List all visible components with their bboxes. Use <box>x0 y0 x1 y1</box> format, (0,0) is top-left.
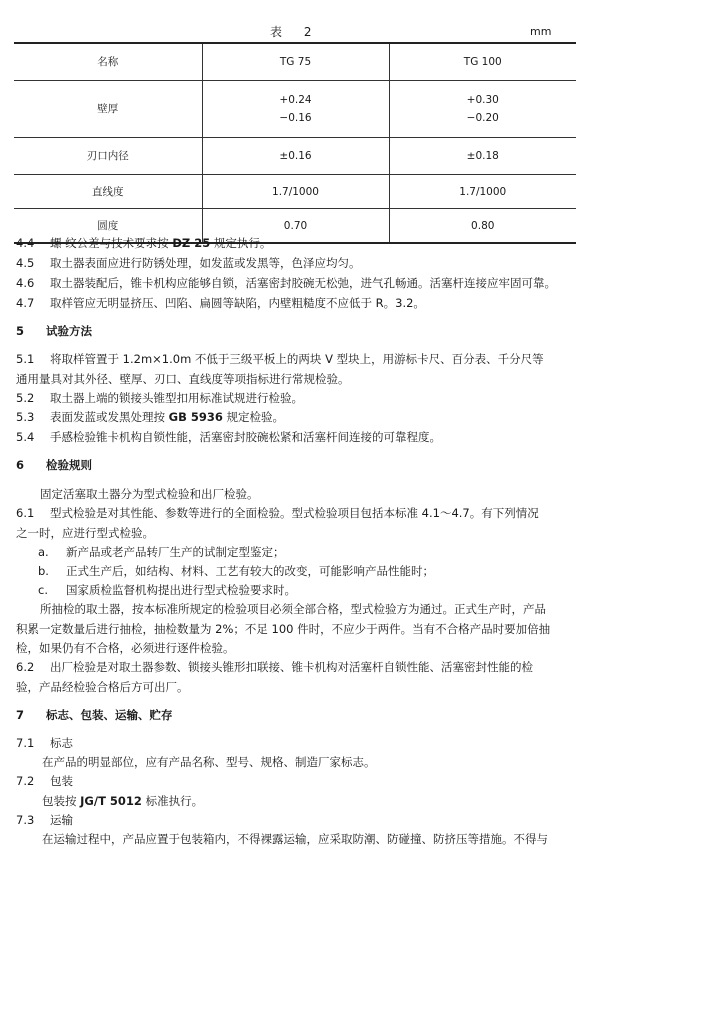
clause-title: 运输 <box>50 813 73 827</box>
cell-tg75: 1.7/1000 <box>202 175 389 209</box>
clause-text: 型式检验是对其性能、参数等进行的全面检验。型式检验项目包括本标准 4.1～4.7。有下列情况 <box>50 506 539 520</box>
clause-text: 取土器上端的锁接头锥型扣用标准试规进行检验。 <box>50 391 303 405</box>
clause-number: 5.1 <box>16 352 35 366</box>
list-marker: c. <box>38 583 48 597</box>
cell-value-upper: +0.30 <box>466 94 499 106</box>
clause-number: 5.4 <box>16 430 35 444</box>
standard-reference: DZ 25 <box>172 236 211 250</box>
section-title: 检验规则 <box>46 458 92 472</box>
cell-tg100: 0.80 <box>389 209 576 244</box>
clause-number: 5.3 <box>16 410 35 424</box>
section-number: 5 <box>16 324 25 338</box>
column-header-tg100: TG 100 <box>389 43 576 81</box>
clause-text: 规定执行。 <box>213 236 272 250</box>
tolerance-table <box>14 42 576 244</box>
row-label-roundness: 圆度 <box>14 209 202 244</box>
clause-7-1-heading <box>16 734 73 752</box>
paragraph-line: 检，如果仍有不合格，必须进行逐件检验。 <box>16 641 235 655</box>
section-5-heading <box>16 322 92 340</box>
clause-text: 取样管应无明显挤压、凹陷、扁圆等缺陷，内壁粗糙度不应低于 R。3.2。 <box>50 296 425 310</box>
clause-6-1-continued: 之一时，应进行型式检验。 <box>16 526 154 540</box>
row-label-straightness: 直线度 <box>14 175 202 209</box>
table-row <box>14 138 576 175</box>
table-row <box>14 175 576 209</box>
clause-text: 取土器装配后，锥卡机构应能够自锁，活塞密封胶碗无松弛，进气孔畅通。活塞杆连接应牢固可靠。 <box>50 276 556 290</box>
clause-text: 取土器表面应进行防锈处理，如发蓝或发黑等，色泽应均匀。 <box>50 256 361 270</box>
clause-text: 标准执行。 <box>145 794 204 808</box>
clause-6-2-continued: 验，产品经检验合格后方可出厂。 <box>16 680 189 694</box>
clause-number: 7.2 <box>16 774 35 788</box>
list-marker: b. <box>38 564 49 578</box>
table-header-row <box>14 43 576 81</box>
list-item-text: 国家质检监督机构提出进行型式检验要求时。 <box>66 583 296 597</box>
column-header-name: 名称 <box>14 43 202 81</box>
cell-value-upper: +0.24 <box>279 94 312 106</box>
cell-tg75: ±0.16 <box>202 138 389 175</box>
clause-text: 包装按 <box>42 794 77 808</box>
list-item <box>38 562 434 580</box>
clause-text: 螺 纹公差与技术要求按 <box>50 236 169 250</box>
clause-number: 6.1 <box>16 506 35 520</box>
cell-tg100: 1.7/1000 <box>389 175 576 209</box>
section-title: 标志、包装、运输、贮存 <box>46 708 173 722</box>
clause-7-3-heading <box>16 811 73 829</box>
clause-text: 手感检验锥卡机构自锁性能，活塞密封胶碗松紧和活塞杆间连接的可靠程度。 <box>50 430 441 444</box>
clause-4-5 <box>16 254 361 272</box>
clause-4-6 <box>16 274 556 292</box>
cell-value-lower: −0.16 <box>279 112 312 124</box>
section-6-heading <box>16 456 92 474</box>
clause-number: 7.3 <box>16 813 35 827</box>
clause-text: 将取样管置于 1.2m×1.0m 不低于三级平板上的两块 V 型块上，用游标卡尺、百分表、千分尺等 <box>50 352 544 366</box>
clause-number: 4.5 <box>16 256 35 270</box>
clause-title: 包装 <box>50 774 73 788</box>
section-number: 6 <box>16 458 25 472</box>
clause-text: 规定检验。 <box>226 410 285 424</box>
clause-5-1-continued: 通用量具对其外径、壁厚、刃口、直线度等项指标进行常规检验。 <box>16 372 350 386</box>
list-marker: a. <box>38 545 49 559</box>
clause-7-1-body: 在产品的明显部位，应有产品名称、型号、规格、制造厂家标志。 <box>42 755 376 769</box>
cell-tg75 <box>202 81 389 138</box>
clause-5-3 <box>16 408 284 426</box>
clause-5-1 <box>16 350 544 368</box>
clause-5-2 <box>16 389 303 407</box>
clause-6-2 <box>16 658 533 676</box>
section-7-heading <box>16 706 173 724</box>
row-label-wall-thickness: 壁厚 <box>14 81 202 138</box>
list-item-text: 正式生产后，如结构、材料、工艺有较大的改变，可能影响产品性能时； <box>66 564 434 578</box>
clause-number: 7.1 <box>16 736 35 750</box>
cell-value-lower: −0.20 <box>466 112 499 124</box>
list-item-text: 新产品或老产品转厂生产的试制定型鉴定； <box>66 545 285 559</box>
clause-number: 4.4 <box>16 236 35 250</box>
cell-tg75: 0.70 <box>202 209 389 244</box>
clause-6-1 <box>16 504 539 522</box>
clause-text: 表面发蓝或发黑处理按 <box>50 410 165 424</box>
paragraph-line: 积累一定数量后进行抽检，抽检数量为 2%；不足 100 件时，不应少于两件。当有不合格产品时要加倍抽 <box>16 622 551 636</box>
clause-7-2-heading <box>16 772 73 790</box>
list-item <box>38 581 296 599</box>
clause-7-3-body: 在运输过程中，产品应置于包装箱内，不得裸露运输，应采取防潮、防碰撞、防挤压等措施。不得与 <box>42 832 548 846</box>
clause-4-7 <box>16 294 425 312</box>
clause-title: 标志 <box>50 736 73 750</box>
clause-number: 4.6 <box>16 276 35 290</box>
standard-reference: JG/T 5012 <box>80 794 142 808</box>
row-label-edge-inner-diameter: 刃口内径 <box>14 138 202 175</box>
list-item <box>38 543 285 561</box>
clause-text: 出厂检验是对取土器参数、锁接头锥形扣联接、锥卡机构对活塞杆自锁性能、活塞密封性能的检 <box>50 660 533 674</box>
table-number: 2 <box>303 25 313 39</box>
table-row <box>14 81 576 138</box>
section-number: 7 <box>16 708 25 722</box>
clause-5-4 <box>16 428 441 446</box>
column-header-tg75: TG 75 <box>202 43 389 81</box>
table-caption <box>270 23 312 40</box>
cell-tg100: ±0.18 <box>389 138 576 175</box>
clause-number: 6.2 <box>16 660 35 674</box>
clause-4-4 <box>16 234 271 252</box>
standard-reference: GB 5936 <box>168 410 223 424</box>
table-unit: mm <box>530 25 552 38</box>
table-caption-label: 表 <box>270 25 284 39</box>
section-title: 试验方法 <box>46 324 92 338</box>
clause-number: 5.2 <box>16 391 35 405</box>
section-6-intro: 固定活塞取土器分为型式检验和出厂检验。 <box>40 487 259 501</box>
clause-number: 4.7 <box>16 296 35 310</box>
paragraph-line: 所抽检的取土器，按本标准所规定的检验项目必须全部合格，型式检验方为通过。正式生产时，产品 <box>40 602 546 616</box>
cell-tg100 <box>389 81 576 138</box>
clause-7-2-body <box>42 792 203 810</box>
